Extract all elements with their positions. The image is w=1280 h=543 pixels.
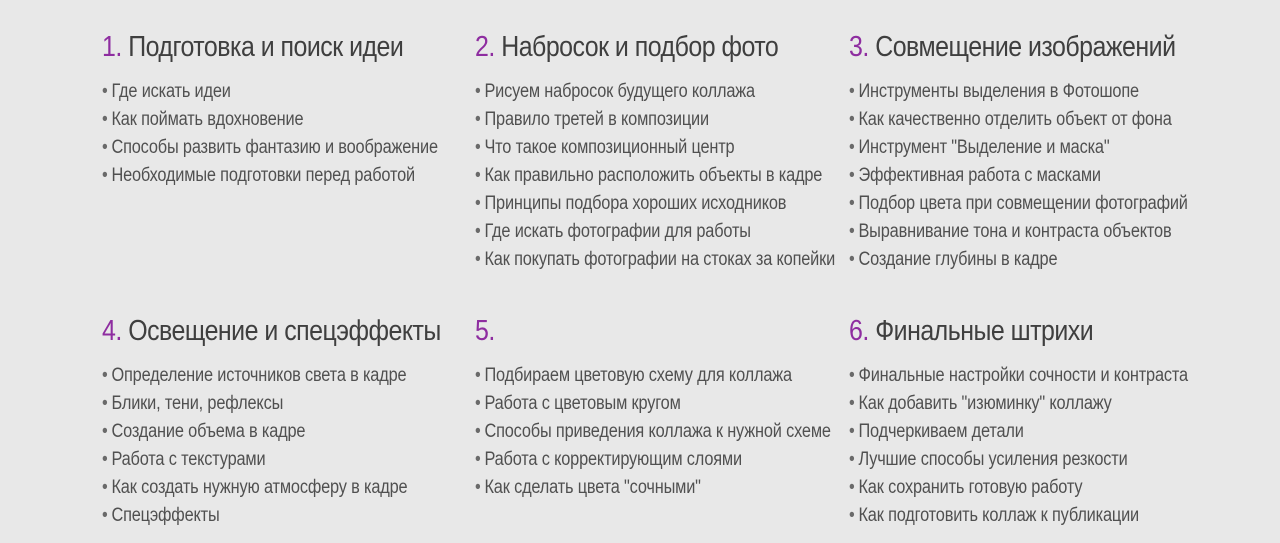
bullet-icon: • — [849, 109, 855, 130]
list-item: • Как создать нужную атмосферу в кадре — [102, 474, 412, 502]
bullet-icon: • — [849, 221, 855, 242]
bullet-icon: • — [102, 165, 108, 186]
module-number: 2. — [475, 31, 495, 63]
bullet-icon: • — [849, 137, 855, 158]
list-item: • Эффективная работа с масками — [849, 162, 1159, 190]
topic-list — [475, 362, 835, 502]
bullet-icon: • — [849, 421, 855, 442]
list-item: • Принципы подбора хороших исходников — [475, 190, 785, 218]
list-item: • Определение источников света в кадре — [102, 362, 412, 390]
list-item: • Выравнивание тона и контраста объектов — [849, 218, 1159, 246]
list-item: • Правило третей в композиции — [475, 106, 785, 134]
list-item: • Работа с корректирующим слоями — [475, 446, 785, 474]
bullet-icon: • — [475, 249, 481, 270]
module-number: 4. — [102, 315, 122, 347]
bullet-icon: • — [849, 81, 855, 102]
list-item: • Создание объема в кадре — [102, 418, 412, 446]
list-item: • Лучшие способы усиления резкости — [849, 446, 1159, 474]
list-item: • Работа с текстурами — [102, 446, 412, 474]
bullet-icon: • — [475, 165, 481, 186]
bullet-icon: • — [475, 137, 481, 158]
bullet-icon: • — [849, 477, 855, 498]
bullet-icon: • — [102, 393, 108, 414]
list-item: • Инструменты выделения в Фотошопе — [849, 78, 1159, 106]
list-item: • Инструмент "Выделение и маска" — [849, 134, 1159, 162]
module-title — [102, 28, 412, 66]
list-item: • Как поймать вдохновение — [102, 106, 412, 134]
bullet-icon: • — [102, 109, 108, 130]
bullet-icon: • — [102, 477, 108, 498]
bullet-icon: • — [102, 505, 108, 526]
module-1 — [102, 28, 462, 190]
list-item: • Создание глубины в кадре — [849, 246, 1159, 274]
module-6 — [849, 312, 1209, 530]
bullet-icon: • — [102, 421, 108, 442]
bullet-icon: • — [475, 449, 481, 470]
module-title-text: Набросок и подбор фото — [501, 31, 779, 63]
module-2 — [475, 28, 835, 274]
list-item: • Способы приведения коллажа к нужной схеме — [475, 418, 785, 446]
topic-list — [102, 362, 462, 530]
list-item: • Как добавить "изюминку" коллажу — [849, 390, 1159, 418]
module-title-text: Финальные штрихи — [875, 315, 1094, 347]
topic-list — [849, 78, 1209, 274]
module-title — [849, 28, 1176, 66]
list-item: • Финальные настройки сочности и контраста — [849, 362, 1159, 390]
list-item: • Как покупать фотографии на стоках за копейки — [475, 246, 785, 274]
list-item: • Подбор цвета при совмещении фотографий — [849, 190, 1159, 218]
list-item: • Что такое композиционный центр — [475, 134, 785, 162]
module-number: 3. — [849, 31, 869, 63]
bullet-icon: • — [102, 81, 108, 102]
module-title — [475, 28, 785, 66]
list-item: • Рисуем набросок будущего коллажа — [475, 78, 785, 106]
list-item: • Работа с цветовым кругом — [475, 390, 785, 418]
bullet-icon: • — [849, 449, 855, 470]
bullet-icon: • — [849, 193, 855, 214]
list-item: • Как качественно отделить объект от фона — [849, 106, 1159, 134]
module-number: 1. — [102, 31, 122, 63]
list-item: • Способы развить фантазию и воображение — [102, 134, 412, 162]
bullet-icon: • — [475, 221, 481, 242]
list-item: • Спецэффекты — [102, 502, 412, 530]
list-item: • Блики, тени, рефлексы — [102, 390, 412, 418]
module-title — [102, 312, 441, 350]
topic-list — [849, 362, 1209, 530]
bullet-icon: • — [849, 249, 855, 270]
list-item: • Необходимые подготовки перед работой — [102, 162, 412, 190]
bullet-icon: • — [849, 165, 855, 186]
bullet-icon: • — [849, 365, 855, 386]
module-title-text: Совмещение изображений — [875, 31, 1176, 63]
list-item: • Как сделать цвета "сочными" — [475, 474, 785, 502]
module-title-text: Освещение и спецэффекты — [128, 315, 441, 347]
bullet-icon: • — [475, 421, 481, 442]
bullet-icon: • — [475, 477, 481, 498]
list-item: • Как правильно расположить объекты в кадре — [475, 162, 785, 190]
bullet-icon: • — [475, 81, 481, 102]
list-item: • Где искать идеи — [102, 78, 412, 106]
list-item: • Подбираем цветовую схему для коллажа — [475, 362, 785, 390]
module-title — [849, 312, 1159, 350]
bullet-icon: • — [849, 505, 855, 526]
bullet-icon: • — [475, 109, 481, 130]
module-number: 5. — [475, 315, 495, 347]
list-item: • Как сохранить готовую работу — [849, 474, 1159, 502]
list-item: • Где искать фотографии для работы — [475, 218, 785, 246]
module-5 — [475, 312, 835, 502]
bullet-icon: • — [475, 393, 481, 414]
bullet-icon: • — [102, 449, 108, 470]
list-item: • Как подготовить коллаж к публикации — [849, 502, 1159, 530]
topic-list — [102, 78, 462, 190]
bullet-icon: • — [102, 137, 108, 158]
module-title — [475, 312, 785, 350]
module-3 — [849, 28, 1209, 274]
module-title-text: Подготовка и поиск идеи — [128, 31, 404, 63]
bullet-icon: • — [102, 365, 108, 386]
list-item: • Подчеркиваем детали — [849, 418, 1159, 446]
bullet-icon: • — [475, 193, 481, 214]
module-number: 6. — [849, 315, 869, 347]
topic-list — [475, 78, 835, 274]
module-4 — [102, 312, 462, 530]
bullet-icon: • — [475, 365, 481, 386]
bullet-icon: • — [849, 393, 855, 414]
